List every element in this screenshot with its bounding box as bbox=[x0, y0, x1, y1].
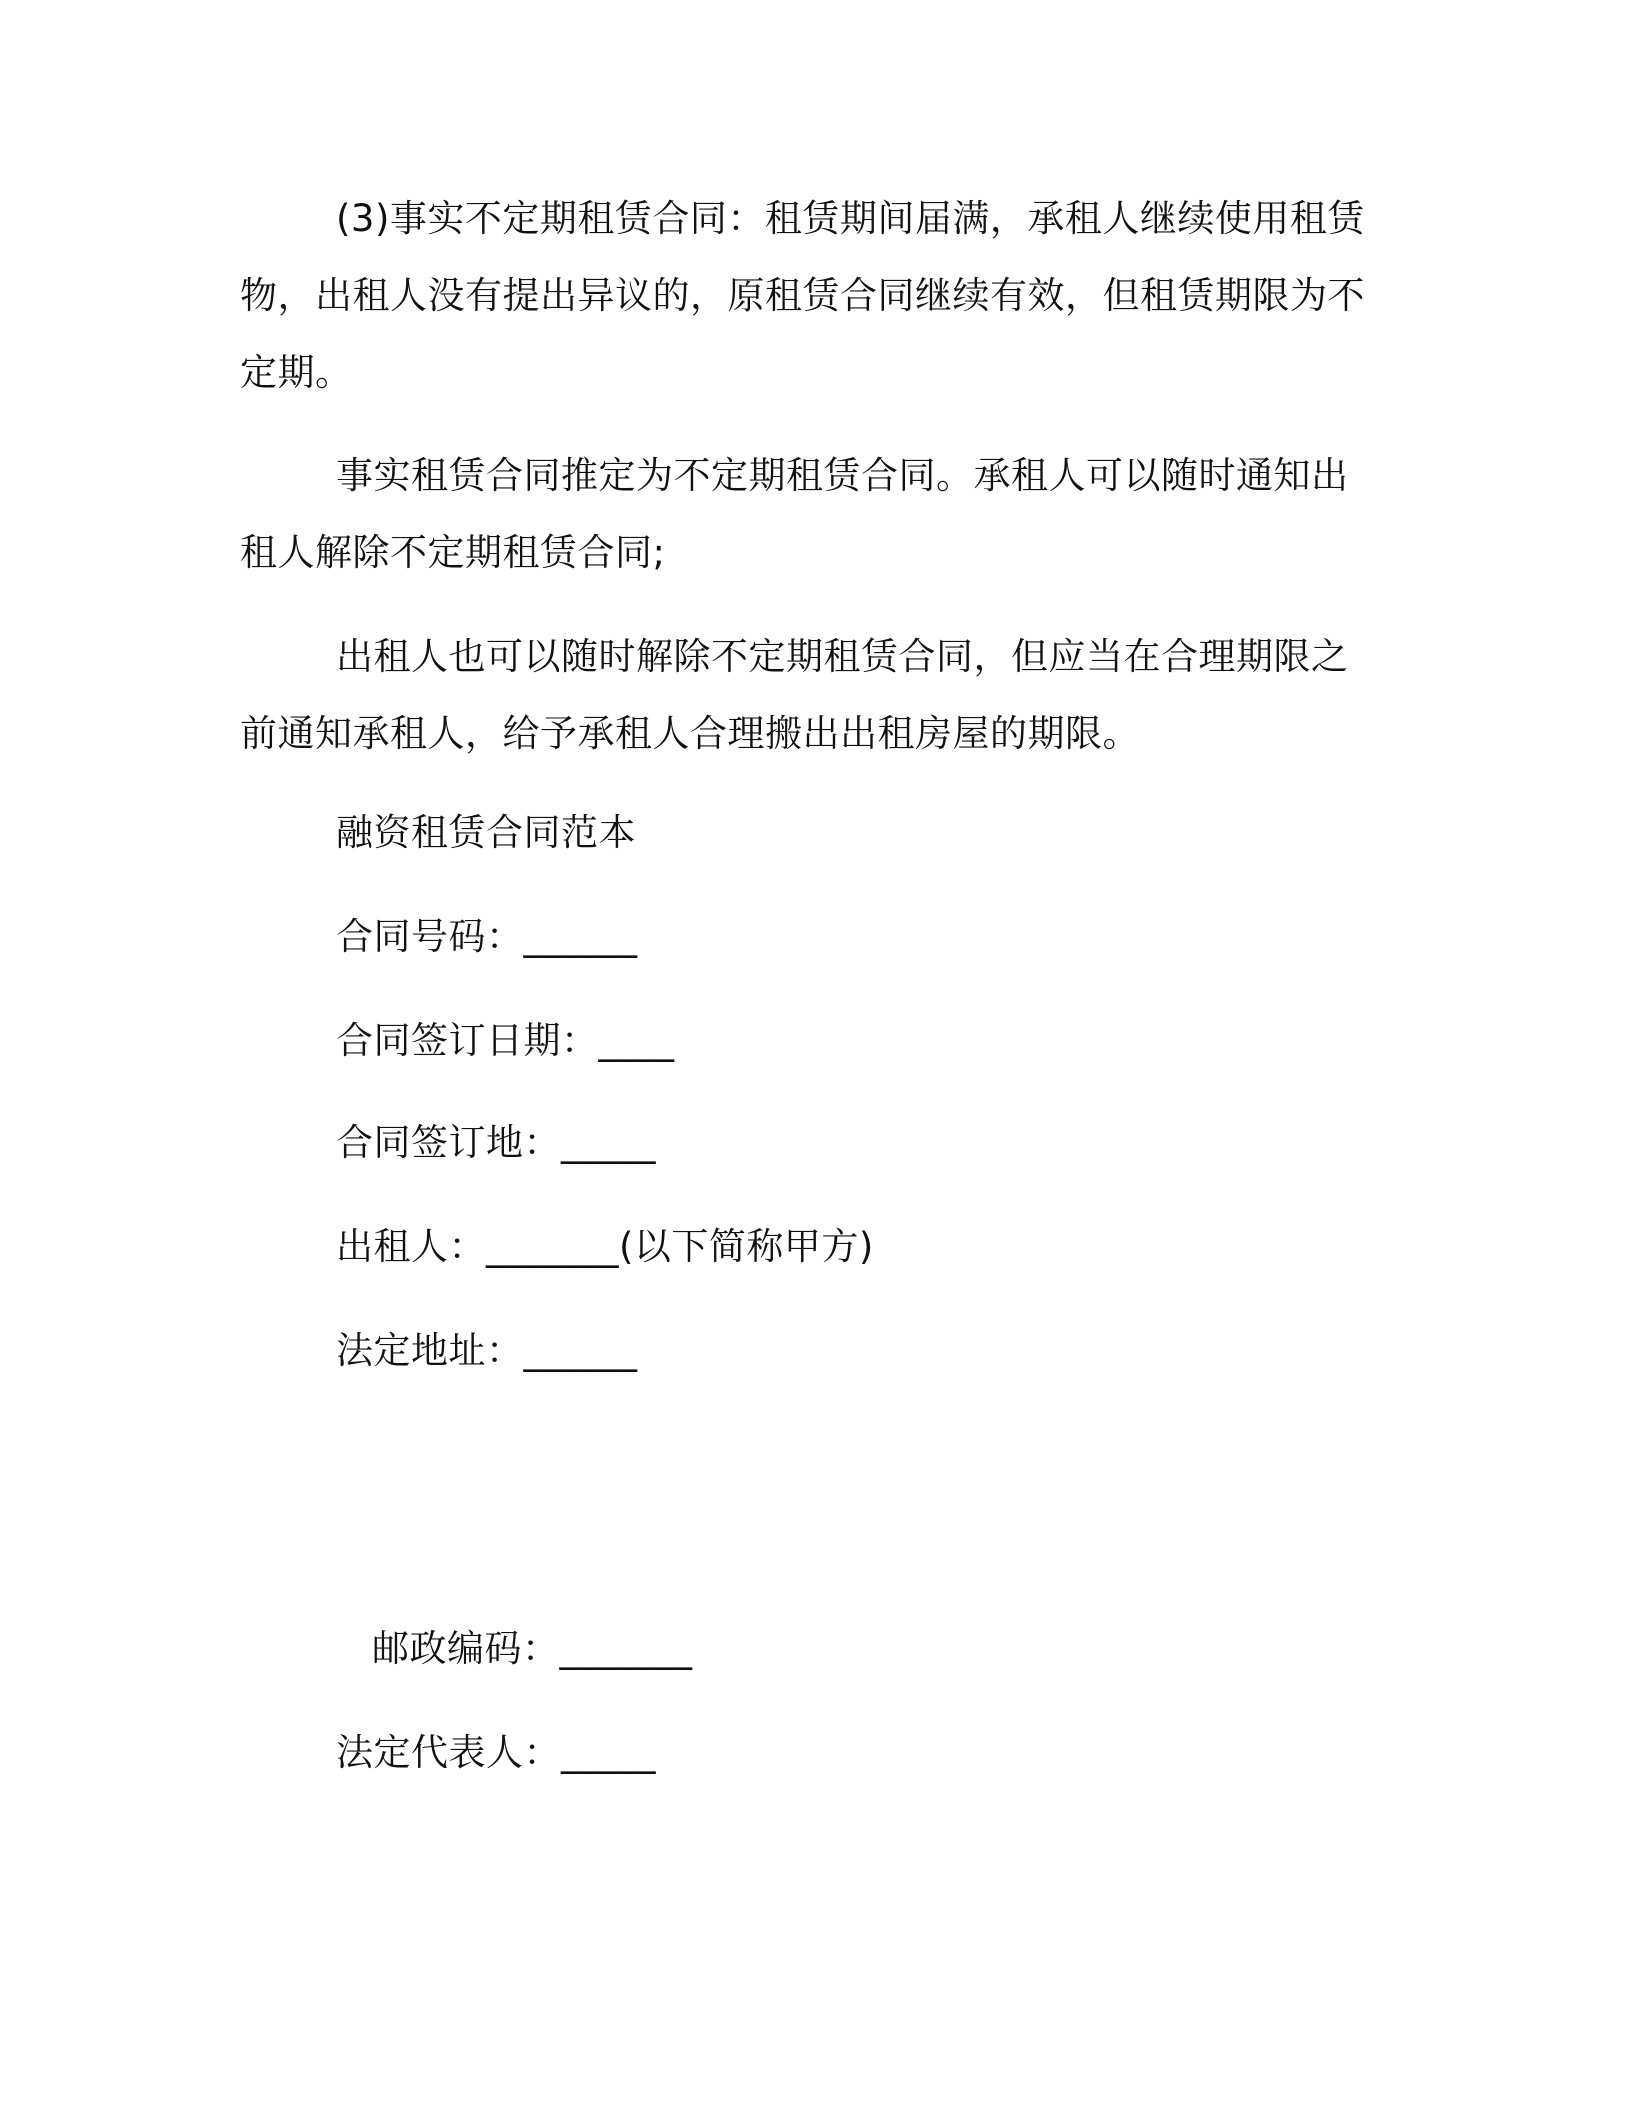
contract-number-field: 合同号码：______ bbox=[336, 915, 638, 958]
signing-date-field: 合同签订日期：____ bbox=[336, 1019, 675, 1062]
lessor-field: 出租人：_______(以下简称甲方) bbox=[336, 1225, 874, 1268]
postal-code-field: 邮政编码：_______ bbox=[372, 1627, 693, 1670]
signing-place-field: 合同签订地：_____ bbox=[336, 1121, 656, 1164]
legal-representative-field: 法定代表人：_____ bbox=[336, 1731, 656, 1774]
paragraph-lessor-termination: 出租人也可以随时解除不定期租赁合同，但应当在合理期限之前通知承租人，给予承租人合理搬出出租房屋的期限。 bbox=[240, 635, 1349, 755]
paragraph-presumed-indefinite-lease: 事实租赁合同推定为不定期租赁合同。承租人可以随时通知出租人解除不定期租赁合同; bbox=[240, 454, 1349, 574]
legal-address-field: 法定地址：______ bbox=[336, 1329, 638, 1372]
paragraph-fact-indefinite-lease: (3)事实不定期租赁合同：租赁期间届满，承租人继续使用租赁物，出租人没有提出异议的，原租赁合同继续有效，但租赁期限为不定期。 bbox=[240, 197, 1365, 394]
contract-template-title: 融资租赁合同范本 bbox=[336, 811, 636, 854]
